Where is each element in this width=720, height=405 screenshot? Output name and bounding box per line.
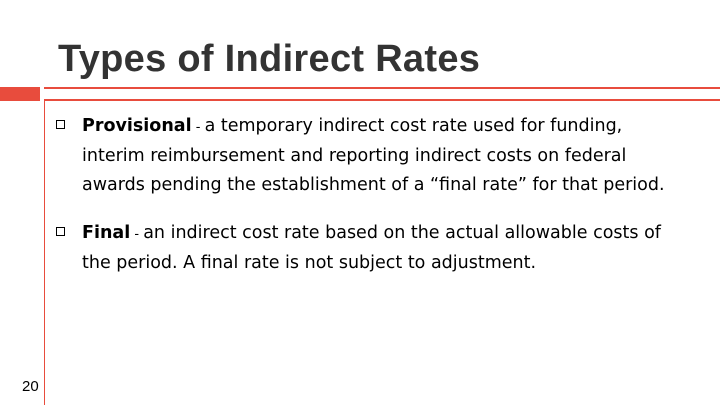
bullet-term: Provisional xyxy=(82,116,192,136)
bullet-description: a temporary indirect cost rate used for funding, interim reimbursement and reporting indirect costs on federal awards pending the establishment of a “final rate” for that period. xyxy=(82,116,665,195)
page-number: 20 xyxy=(22,378,39,395)
slide-title: Types of Indirect Rates xyxy=(58,38,481,80)
left-vertical-rule xyxy=(44,101,45,405)
bullet-text xyxy=(82,112,682,200)
bullet-text xyxy=(82,219,682,278)
square-bullet-icon xyxy=(56,120,65,129)
bullet-term: Final xyxy=(82,223,131,243)
bullet-list xyxy=(52,112,712,278)
bullet-separator: - xyxy=(130,227,144,242)
title-underline xyxy=(0,87,720,103)
bullet-item-provisional xyxy=(52,112,712,200)
bullet-description: an indirect cost rate based on the actual allowable costs of the period. A final rate is not subject to adjustment. xyxy=(82,223,661,273)
bullet-separator: - xyxy=(191,120,205,135)
title-underline-block xyxy=(0,87,40,101)
bullet-item-final xyxy=(52,219,712,278)
square-bullet-icon xyxy=(56,227,65,236)
title-underline-bar xyxy=(44,87,720,101)
